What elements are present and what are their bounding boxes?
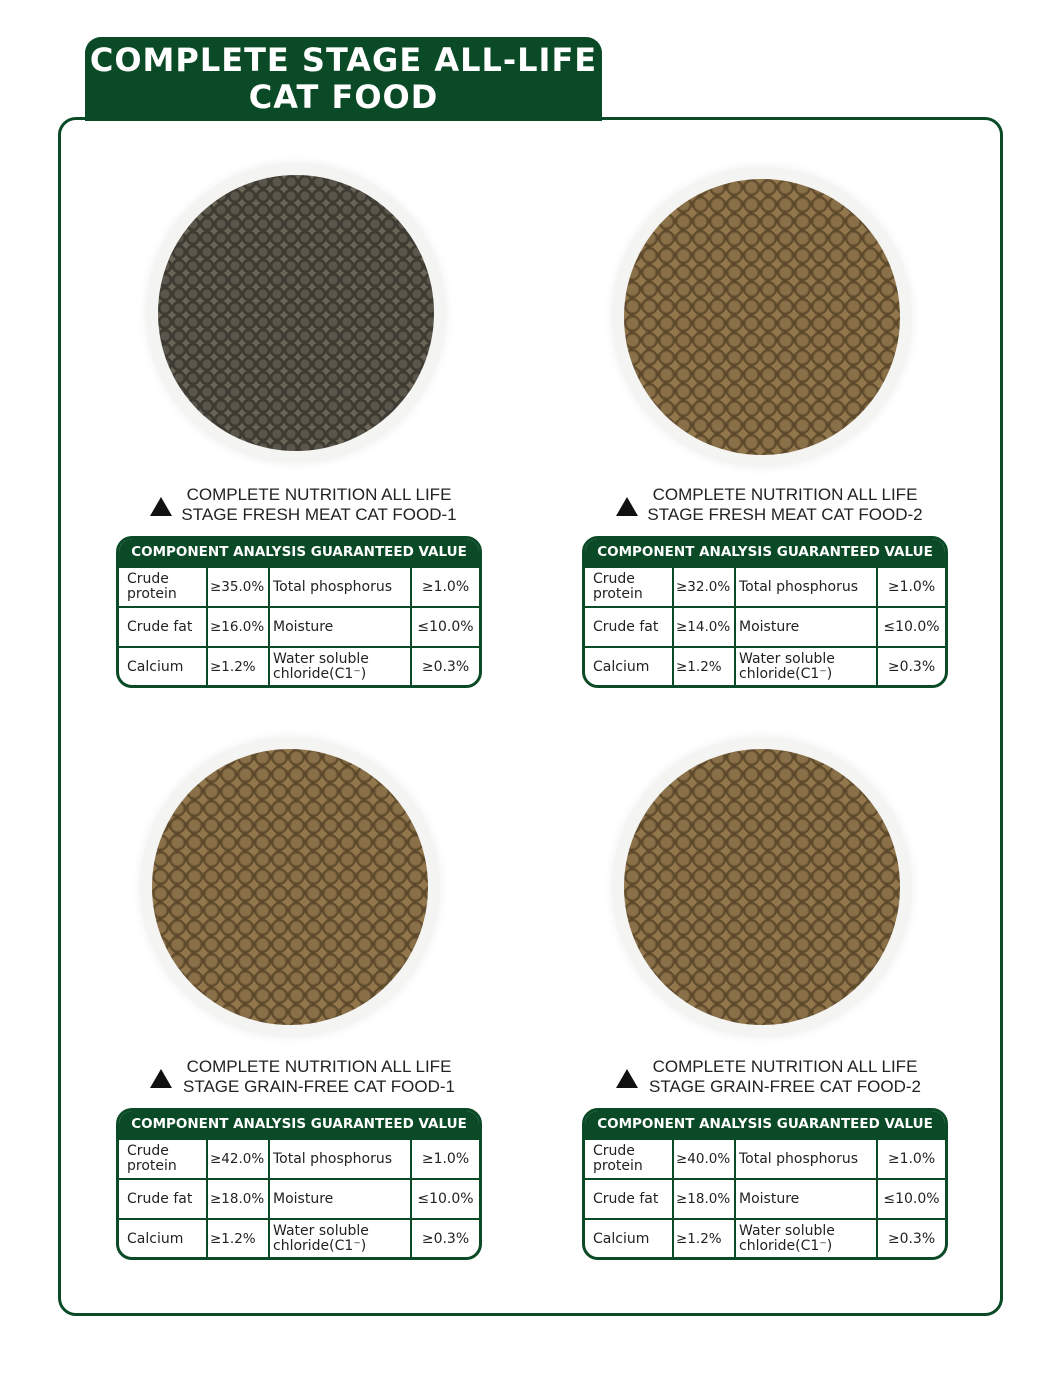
- table-cell: ≤10.0%: [876, 1180, 945, 1218]
- table-cell: Water soluble chloride(C1⁻): [734, 1220, 876, 1258]
- table-cell: Moisture: [268, 1180, 410, 1218]
- product-name-line-1: COMPLETE NUTRITION ALL LIFE: [186, 485, 452, 504]
- table-cell: ≥35.0%: [206, 568, 268, 606]
- table-cell: ≥42.0%: [206, 1140, 268, 1178]
- table-row: [585, 1178, 945, 1218]
- product-caption: [582, 485, 948, 529]
- table-cell: Water soluble chloride(C1⁻): [268, 1220, 410, 1258]
- table-header: COMPONENT ANALYSIS GUARANTEED VALUE: [119, 539, 479, 566]
- kibble-plate-image: [612, 737, 912, 1037]
- triangle-icon: [616, 497, 638, 516]
- product-name-line-2: STAGE GRAIN-FREE CAT FOOD-2: [648, 1077, 922, 1096]
- table-cell: Crude protein: [127, 1143, 177, 1174]
- table-cell: ≥1.2%: [206, 648, 268, 686]
- table-cell: ≥0.3%: [876, 1220, 945, 1258]
- table-cell: Moisture: [734, 608, 876, 646]
- table-row: [585, 1218, 945, 1258]
- product-name-line-2: STAGE FRESH MEAT CAT FOOD-2: [647, 505, 923, 524]
- table-cell: Calcium: [593, 1230, 650, 1247]
- table-cell: Moisture: [268, 608, 410, 646]
- table-row: [119, 566, 479, 606]
- table-cell: Calcium: [127, 1230, 184, 1247]
- analysis-table: [116, 1108, 482, 1260]
- table-row: [119, 646, 479, 686]
- kibble-pile: [152, 749, 428, 1025]
- table-cell: Crude fat: [127, 618, 193, 635]
- product-name-line-2: STAGE FRESH MEAT CAT FOOD-1: [181, 505, 457, 524]
- table-cell: Crude protein: [127, 571, 177, 602]
- table-header: COMPONENT ANALYSIS GUARANTEED VALUE: [119, 1111, 479, 1138]
- table-cell: Crude protein: [593, 1143, 643, 1174]
- table-cell: ≤10.0%: [410, 1180, 479, 1218]
- kibble-pile: [158, 175, 434, 451]
- table-row: [119, 1218, 479, 1258]
- table-cell: Calcium: [593, 658, 650, 675]
- table-cell: Total phosphorus: [268, 568, 410, 606]
- analysis-table: [582, 536, 948, 688]
- table-row: [119, 1178, 479, 1218]
- product-name-line-1: COMPLETE NUTRITION ALL LIFE: [186, 1057, 452, 1076]
- table-cell: ≤10.0%: [876, 608, 945, 646]
- table-row: [585, 566, 945, 606]
- product-name-line-1: COMPLETE NUTRITION ALL LIFE: [652, 485, 918, 504]
- table-cell: Water soluble chloride(C1⁻): [734, 648, 876, 686]
- table-row: [585, 1138, 945, 1178]
- table-cell: ≥40.0%: [672, 1140, 734, 1178]
- table-cell: ≥16.0%: [206, 608, 268, 646]
- page-title: [85, 37, 602, 121]
- table-cell: Crude fat: [593, 618, 659, 635]
- table-cell: Crude fat: [593, 1190, 659, 1207]
- product-caption: [582, 1057, 948, 1101]
- product-caption: [116, 485, 482, 529]
- product-name-line-1: COMPLETE NUTRITION ALL LIFE: [652, 1057, 918, 1076]
- kibble-plate-image: [146, 163, 446, 463]
- table-row: [119, 1138, 479, 1178]
- title-line-1: COMPLETE STAGE ALL-LIFE: [89, 41, 598, 79]
- table-row: [585, 646, 945, 686]
- table-cell: Crude protein: [593, 571, 643, 602]
- table-cell: ≥0.3%: [410, 1220, 479, 1258]
- table-cell: Total phosphorus: [268, 1140, 410, 1178]
- product-name-line-2: STAGE GRAIN-FREE CAT FOOD-1: [182, 1077, 456, 1096]
- table-cell: ≥1.2%: [206, 1220, 268, 1258]
- table-cell: ≥1.0%: [876, 568, 945, 606]
- triangle-icon: [150, 1069, 172, 1088]
- table-cell: ≥14.0%: [672, 608, 734, 646]
- table-cell: ≥1.0%: [410, 1140, 479, 1178]
- table-row: [585, 606, 945, 646]
- title-line-2: CAT FOOD: [248, 78, 439, 116]
- table-cell: ≥32.0%: [672, 568, 734, 606]
- table-cell: Total phosphorus: [734, 568, 876, 606]
- triangle-icon: [616, 1069, 638, 1088]
- table-cell: ≥18.0%: [206, 1180, 268, 1218]
- table-cell: ≥1.0%: [876, 1140, 945, 1178]
- table-header: COMPONENT ANALYSIS GUARANTEED VALUE: [585, 1111, 945, 1138]
- table-cell: Water soluble chloride(C1⁻): [268, 648, 410, 686]
- table-cell: Total phosphorus: [734, 1140, 876, 1178]
- table-cell: ≥0.3%: [410, 648, 479, 686]
- table-cell: ≥0.3%: [876, 648, 945, 686]
- kibble-pile: [624, 749, 900, 1025]
- table-cell: ≥1.2%: [672, 1220, 734, 1258]
- triangle-icon: [150, 497, 172, 516]
- analysis-table: [582, 1108, 948, 1260]
- kibble-pile: [624, 179, 900, 455]
- table-cell: Moisture: [734, 1180, 876, 1218]
- table-cell: ≥18.0%: [672, 1180, 734, 1218]
- table-cell: ≤10.0%: [410, 608, 479, 646]
- kibble-plate-image: [140, 737, 440, 1037]
- kibble-plate-image: [612, 167, 912, 467]
- analysis-table: [116, 536, 482, 688]
- product-caption: [116, 1057, 482, 1101]
- table-cell: ≥1.2%: [672, 648, 734, 686]
- table-row: [119, 606, 479, 646]
- table-cell: Crude fat: [127, 1190, 193, 1207]
- table-header: COMPONENT ANALYSIS GUARANTEED VALUE: [585, 539, 945, 566]
- table-cell: ≥1.0%: [410, 568, 479, 606]
- table-cell: Calcium: [127, 658, 184, 675]
